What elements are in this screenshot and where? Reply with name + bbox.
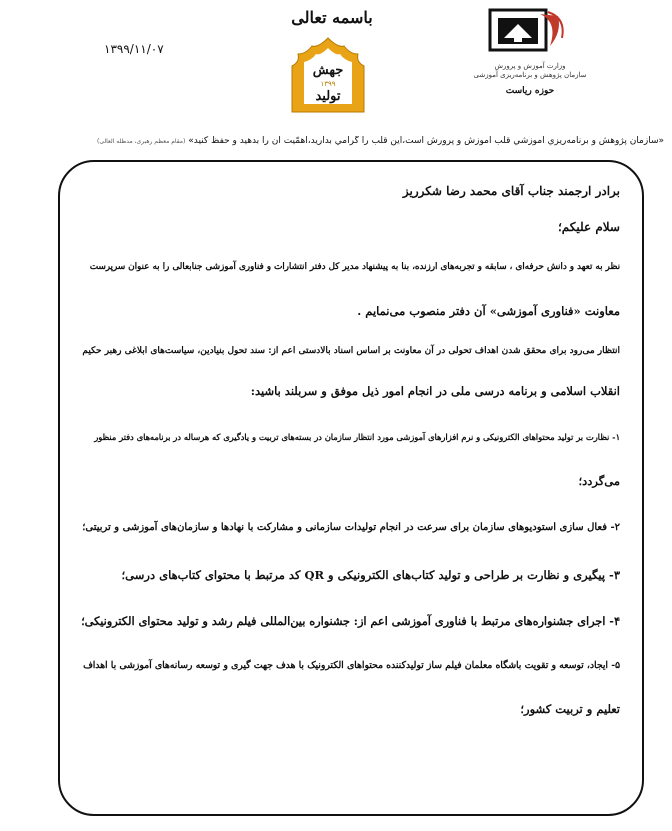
- body-line: نظر به تعهد و دانش حرفه‌ای ، سابقه و تجربه‌های ارزنده، بنا به پیشنهاد مدیر کل دفتر انتشارات و فناوری آموزشی جنابعالی را به عنوان سرپرست: [89, 262, 620, 272]
- body-line: ۴- اجرای جشنواره‌های مرتبط با فناوری آموزشی اعم از: جشنواره بین‌المللی فیلم رشد و تولید محتوای الکترونیکی؛: [81, 614, 620, 628]
- body-line: ۲- فعال سازی استودیوهای سازمان برای سرعت در انجام تولیدات سازمانی و مشارکت با نهادها و سازمان‌های آموزشی و تربیتی؛: [82, 522, 620, 533]
- body-line: ۱- نظارت بر تولید محتواهای الکترونیکی و نرم افزارهای آموزشی مورد انتظار سازمان در بسته‌های تربیت و یادگیری که هرساله در برنامه‌های دفتر منظور: [94, 432, 620, 442]
- body-line: انقلاب اسلامی و برنامه درسی ملی در انجام امور ذیل موفق و سربلند باشید:: [250, 384, 620, 398]
- letter-date: ۱۳۹۹/۱۱/۰۷: [104, 42, 164, 56]
- greeting: سلام علیکم؛: [557, 220, 620, 234]
- logo-year-text: ۱۳۹۹: [320, 80, 336, 88]
- quote-source: (مقام معظم رهبری، مدظله العالی): [97, 138, 186, 145]
- logo-top-text: جهش: [312, 63, 344, 78]
- ministry-emblem-icon: [488, 8, 568, 60]
- body-line: تعلیم و تربیت کشور؛: [520, 702, 620, 716]
- salutation: برادر ارجمند جناب آقای محمد رضا شکرریز: [402, 184, 620, 198]
- body-line: ۳- پیگیری و نظارت بر طراحی و تولید کتاب‌های الکترونیکی و QR کد مرتبط با محتوای کتاب‌های درسی؛: [121, 568, 620, 582]
- letterhead: [0, 0, 672, 150]
- body-line: انتظار می‌رود برای محقق شدن اهداف تحولی در آن معاونت بر اساس اسناد بالادستی اعم از: سند تحول بنیادین، سیاست‌های ابلاغی رهبر حکیم: [82, 346, 620, 356]
- quote-text: «سازمان پژوهش و برنامه‌ريزي آموزشي قلب آموزش و پرورش است،اين قلب را گرامي بداريد،اهمّيت آن را بدهيد و حفظ كنيد»: [188, 136, 664, 146]
- org-line-3: حوزه ریاست: [505, 86, 555, 96]
- body-line: معاونت «فناوری آموزشی» آن دفتر منصوب می‌نمایم .: [357, 304, 620, 318]
- leader-quote: [8, 136, 664, 146]
- org-line-1: وزارت آموزش و پرورش: [494, 62, 566, 70]
- org-line-2: سازمان پژوهش و برنامه‌ریزی آموزشی: [473, 71, 587, 79]
- body-line: ۵- ایجاد، توسعه و تقویت باشگاه معلمان فیلم ساز تولیدکننده محتواهای الکترونیک با هدف جهت گیری و توسعه رسانه‌های آموزشی با اهداف: [83, 660, 620, 671]
- logo-bottom-text: تولید: [315, 89, 341, 104]
- body-line: می‌گردد؛: [578, 474, 620, 488]
- basmala: باسمه تعالی: [291, 8, 373, 27]
- ministry-name-block: [450, 62, 610, 98]
- letter-frame: [58, 160, 644, 816]
- production-leap-logo: [278, 34, 378, 122]
